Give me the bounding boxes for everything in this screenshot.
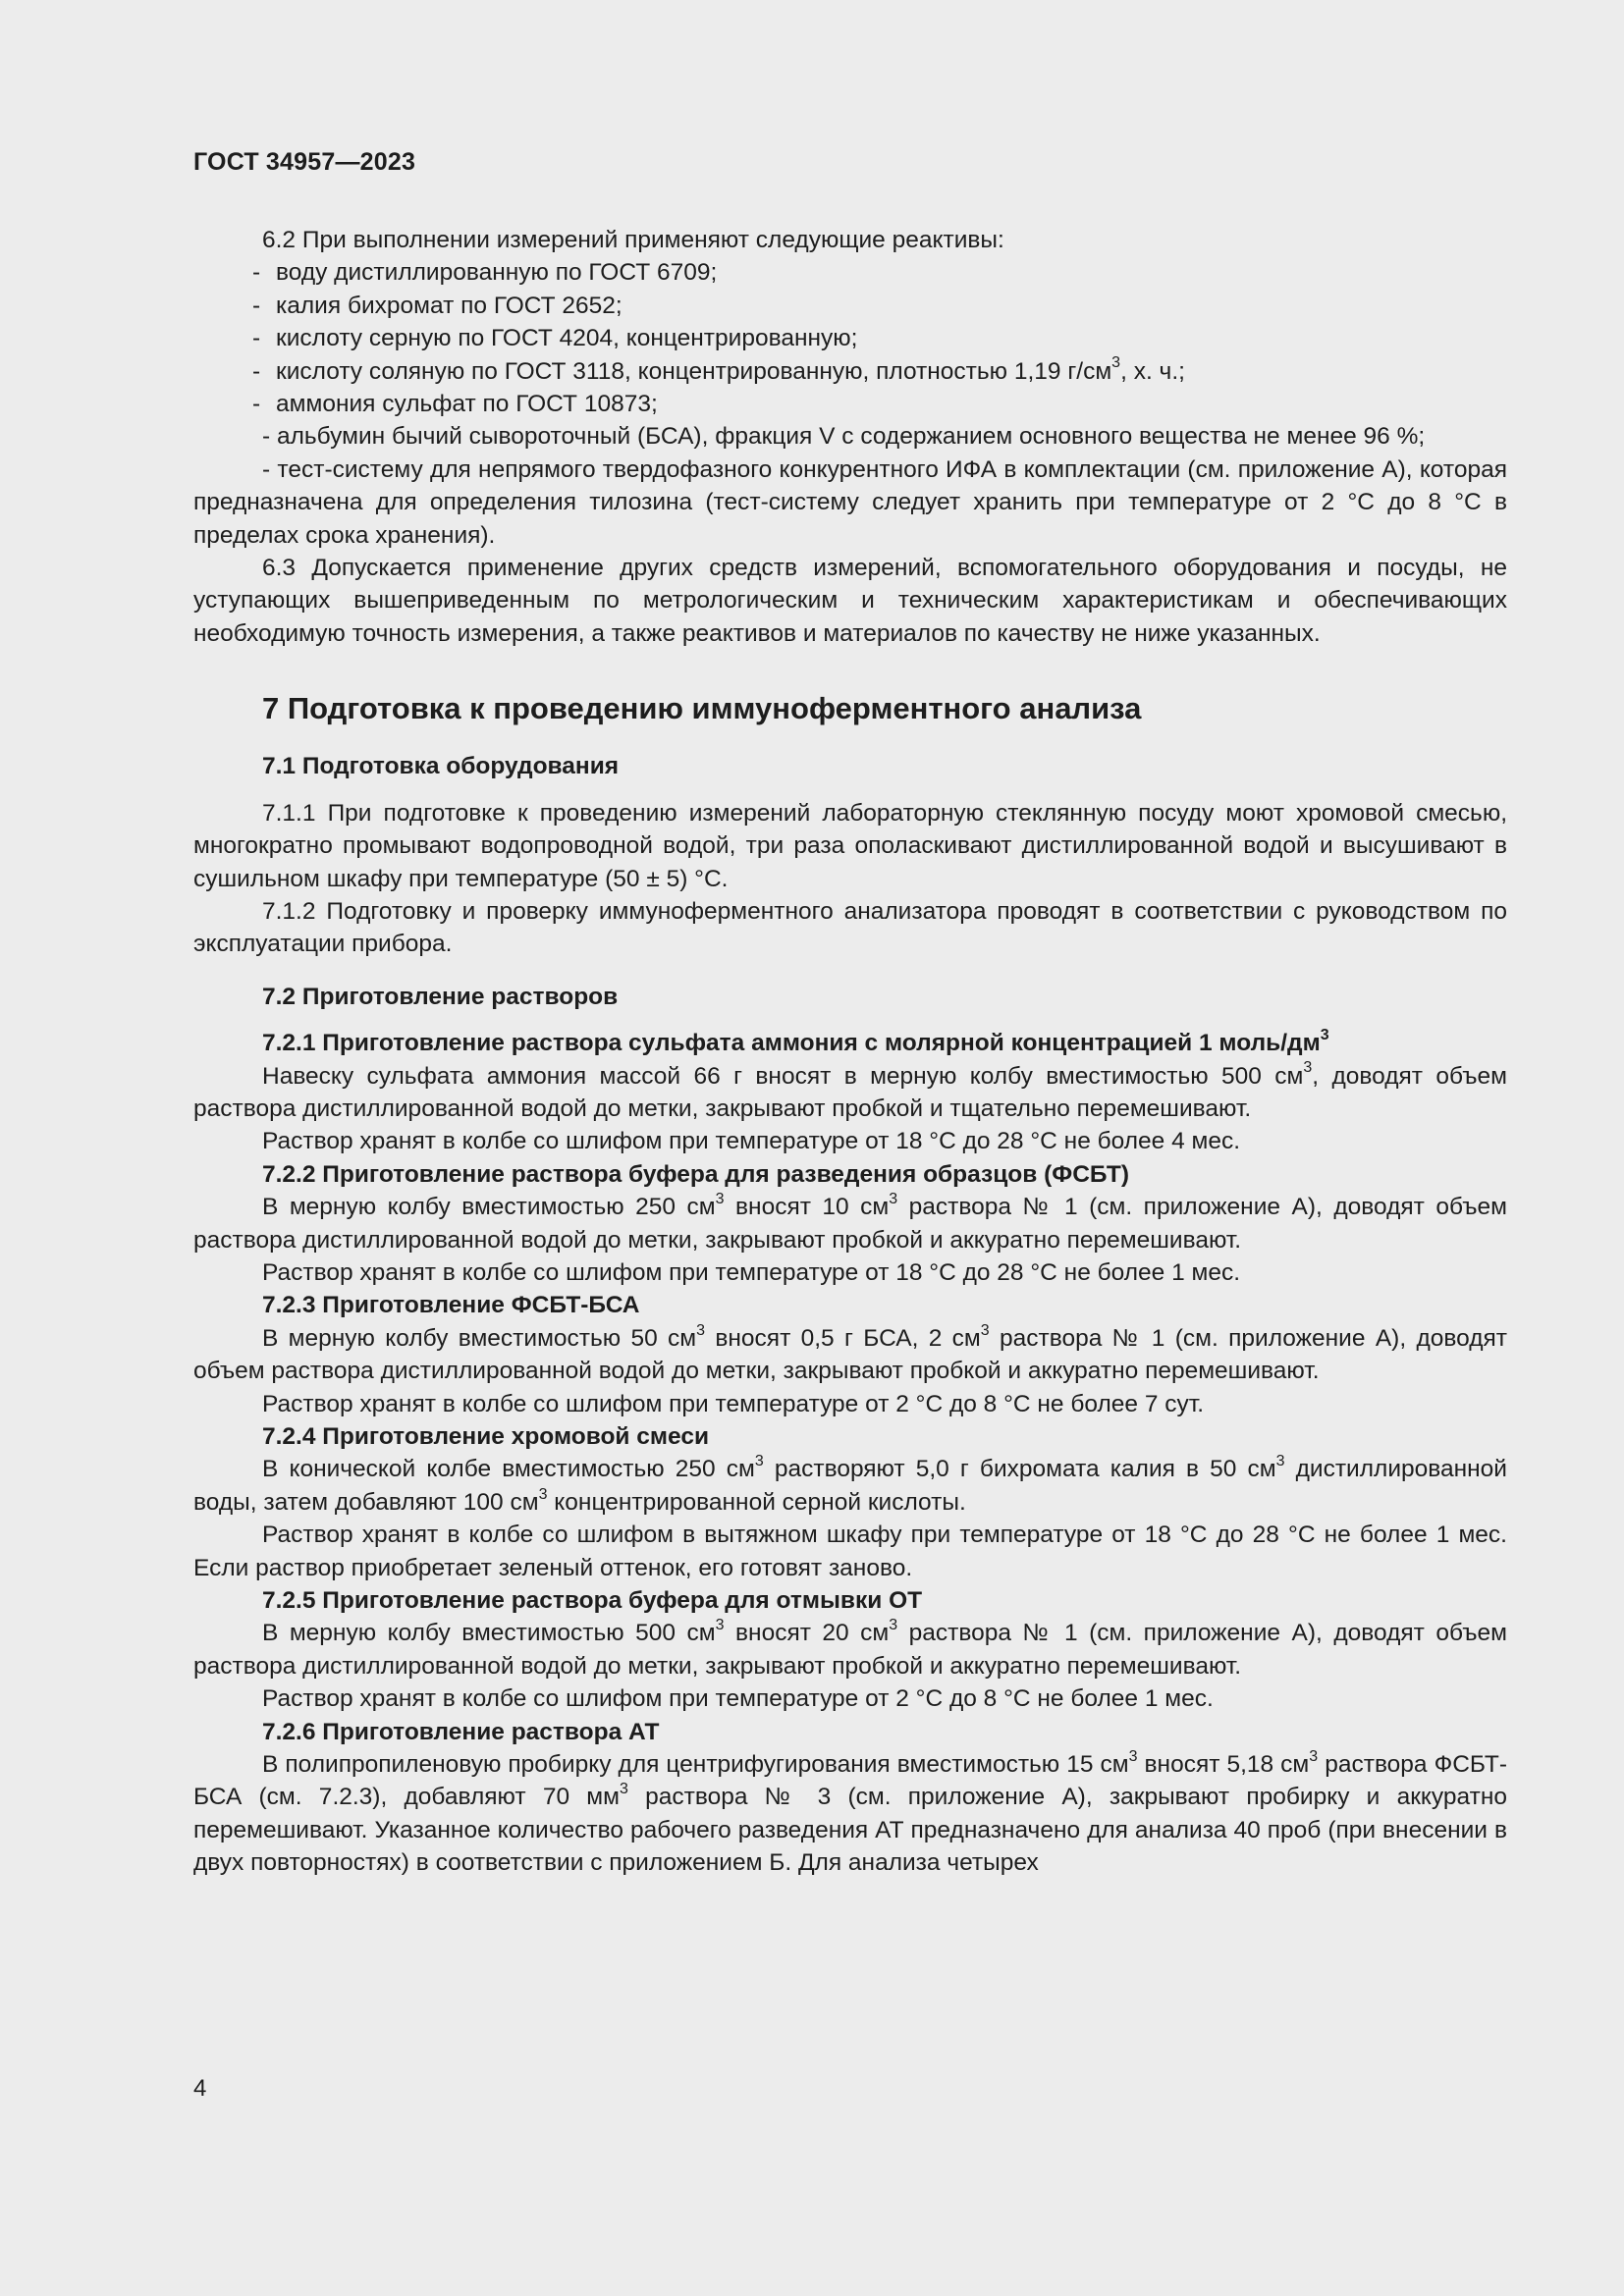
para-7-1-2: 7.1.2 Подготовку и проверку иммуноферментного анализатора проводят в соответствии с руководством по эксплуатации прибора. [193, 897, 1507, 958]
subsection-7-2-heading: 7.2 Приготовление растворов [262, 983, 619, 1010]
heading-7-2-6: 7.2.6 Приготовление раствора АТ [262, 1718, 660, 1745]
para-7-2-1-b: Раствор хранят в колбе со шлифом при температуре от 18 °С до 28 °С не более 4 мес. [262, 1128, 1241, 1155]
heading-7-2-2: 7.2.2 Приготовление раствора буфера для разведения образцов (ФСБТ) [262, 1160, 1130, 1188]
heading-7-2-4: 7.2.4 Приготовление хромовой смеси [262, 1423, 710, 1450]
document-body [193, 224, 1507, 1880]
para-7-2-1-a: Навеску сульфата аммония массой 66 г вносят в мерную колбу вместимостью 500 $см^3$, доводят объем раствора дистиллированной водой до метки, закрывают пробкой и тщательно перемешивают. [193, 1059, 1507, 1122]
list-item: - калия бихромат по ГОСТ 2652; [252, 292, 623, 319]
heading-7-2-5: 7.2.5 Приготовление раствора буфера для отмывки ОТ [262, 1587, 923, 1615]
heading-7-2-3: 7.2.3 Приготовление ФСБТ-БСА [262, 1292, 640, 1319]
para-7-2-5-a: В мерную колбу вместимостью 500 $см^3$ вносят 20 $см^3$ раствора № 1 (см. приложение А), доводят объем раствора дистиллированной водой до метки, закрывают пробкой и аккуратно перемешивают. [193, 1617, 1507, 1680]
para-7-2-2-a: В мерную колбу вместимостью 250 $см^3$ вносят 10 $см^3$ раствора № 1 (см. приложение А), доводят объем раствора дистиллированной водой до метки, закрывают пробкой и аккуратно перемешивают. [193, 1191, 1507, 1254]
heading-7-2-1: 7.2.1 Приготовление раствора сульфата аммония с молярной концентрацией 1 моль/$дм^3$ [262, 1026, 1329, 1057]
page-number: 4 [193, 2075, 207, 2102]
para-6-2-intro: 6.2 При выполнении измерений применяют следующие реактивы: [262, 227, 1004, 253]
subsection-7-1-heading: 7.1 Подготовка оборудования [262, 753, 620, 780]
para-7-2-4-a: В конической колбе вместимостью 250 $см^3$ растворяют 5,0 г бихромата калия в 50 $см^3$ дистиллированной воды, затем добавляют 100 $см^3$ концентрированной серной кислоты. [193, 1453, 1507, 1516]
para-7-2-5-b: Раствор хранят в колбе со шлифом при температуре от 2 °С до 8 °С не более 1 мес. [262, 1685, 1214, 1713]
list-item: - альбумин бычий сывороточный (БСА), фракция V с содержанием основного вещества не менее 96 %; [262, 423, 1426, 451]
para-7-2-6-a: В полипропиленовую пробирку для центрифугирования вместимостью 15 $см^3$ вносят 5,18 $см^3$ раствора ФСБТ-БСА (см. 7.2.3), добавляют 70 $мм^3$ раствора № 3 (см. приложение А), закрывают пробирку и аккуратно перемешивают. Указанное количество рабочего разведения АТ предназначено для анализа 40 проб (при внесении в двух повторностях) в соответствии с приложением Б. Для анализа четырех [193, 1747, 1508, 1877]
list-item: - кислоту соляную по ГОСТ 3118, концентрированную, плотностью 1,19 $г/см^3$, х. ч.; [252, 354, 1185, 385]
document-header: ГОСТ 34957—2023 [193, 148, 416, 176]
list-item: - тест-систему для непрямого твердофазного конкурентного ИФА в комплектации (см. приложение А), которая предназначена для определения тилозина (тест-систему следует хранить при температуре от 2 °С до 8 °С в пределах срока хранения). [193, 455, 1507, 549]
list-item: - кислоту серную по ГОСТ 4204, концентрированную; [252, 325, 858, 352]
list-item: - воду дистиллированную по ГОСТ 6709; [252, 259, 718, 287]
para-6-3: 6.3 Допускается применение других средств измерений, вспомогательного оборудования и посуды, не уступающих вышеприведенным по метрологическим и техническим характеристикам и обеспечивающих необходимую точность измерения, а также реактивов и материалов по качеству не ниже указанных. [193, 555, 1507, 647]
para-7-2-3-b: Раствор хранят в колбе со шлифом при температуре от 2 °С до 8 °С не более 7 сут. [262, 1390, 1205, 1417]
section-7-heading: 7 Подготовка к проведению иммуноферментного анализа [262, 691, 1142, 726]
para-7-2-4-b: Раствор хранят в колбе со шлифом в вытяжном шкафу при температуре от 18 °С до 28 °С не более 1 мес. Если раствор приобретает зеленый оттенок, его готовят заново. [193, 1522, 1507, 1581]
list-item: - аммония сульфат по ГОСТ 10873; [252, 391, 658, 418]
para-7-2-3-a: В мерную колбу вместимостью 50 $см^3$ вносят 0,5 г БСА, 2 $см^3$ раствора № 1 (см. приложение А), доводят объем раствора дистиллированной водой до метки, закрывают пробкой и аккуратно перемешивают. [193, 1321, 1507, 1385]
para-7-2-2-b: Раствор хранят в колбе со шлифом при температуре от 18 °С до 28 °С не более 1 мес. [262, 1258, 1241, 1286]
para-7-1-1: 7.1.1 При подготовке к проведению измерений лабораторную стеклянную посуду моют хромовой смесью, многократно промывают водопроводной водой, три раза ополаскивают дистиллированной водой и высушивают в сушильном шкафу при температуре (50 ± 5) °С. [193, 799, 1507, 892]
